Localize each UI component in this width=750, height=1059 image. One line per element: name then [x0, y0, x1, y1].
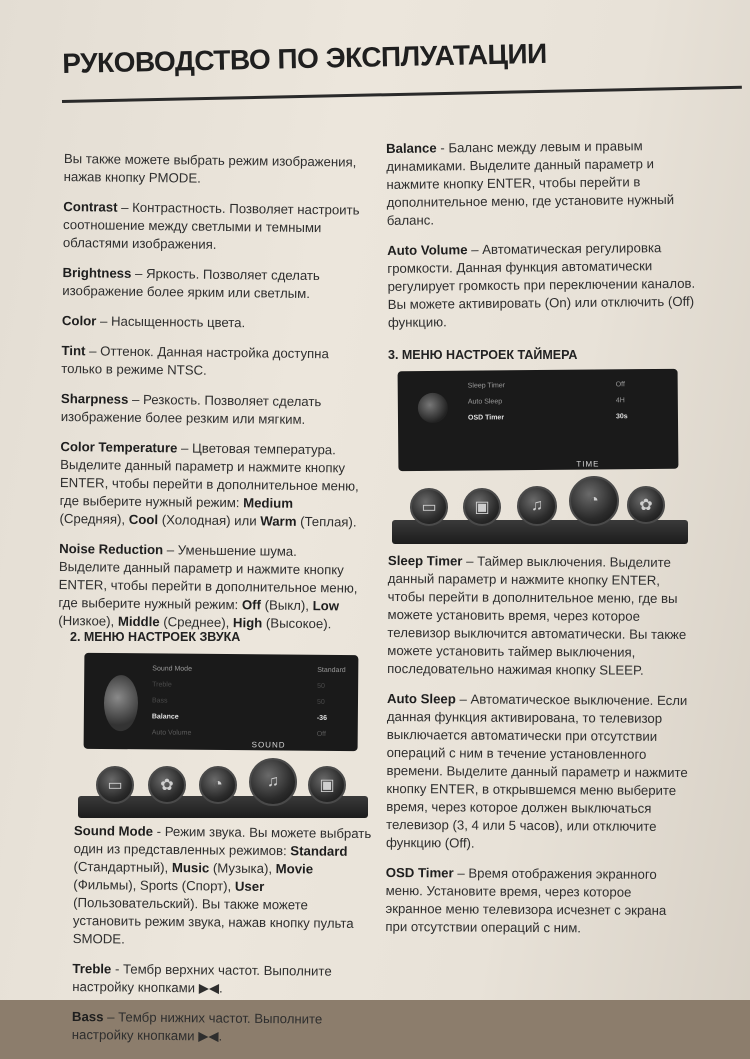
- time-tab-label: TIME: [576, 459, 600, 469]
- treble-paragraph: Treble - Тембр верхних частот. Выполните настройку кнопками ▶◀.: [72, 960, 332, 996]
- timer-clock-icon: ◔: [569, 476, 619, 526]
- timer-settings-column: [385, 552, 693, 950]
- title-underline: [62, 86, 742, 103]
- timer-menu-row-label: Auto Sleep: [467, 398, 503, 406]
- sound-menu-row-label: Auto Volume: [151, 729, 192, 737]
- page-title: РУКОВОДСТВО ПО ЭКСПЛУАТАЦИИ: [62, 37, 547, 79]
- treble-term: Treble: [72, 960, 112, 977]
- music-note-icon: ♫: [249, 758, 297, 806]
- settings-gear-icon: ✿: [148, 766, 186, 804]
- tv-monitor-icon: ▣: [463, 488, 501, 526]
- noise-reduction-term: Noise Reduction: [59, 540, 164, 558]
- color-paragraph: Color – Насыщенность цвета.: [61, 312, 246, 331]
- intro-paragraph: Вы также можете выбрать режим изображения, нажав кнопку PMODE.: [63, 150, 357, 186]
- clock-dial-icon: [418, 393, 448, 423]
- sharpness-paragraph: Sharpness – Резкость. Позволяет сделать изображение более резким или мягким.: [60, 390, 322, 427]
- sound-menu-row-label: Balance: [151, 713, 179, 721]
- brightness-term: Brightness: [62, 264, 132, 281]
- contrast-term: Contrast: [63, 198, 118, 215]
- picture-tab-icon: ▭: [96, 766, 134, 804]
- sound-section-heading: 2. МЕНЮ НАСТРОЕК ЗВУКА: [70, 630, 241, 644]
- picture-settings-column: [58, 150, 364, 646]
- sound-menu-row-label: Treble: [152, 681, 172, 689]
- balance-paragraph: Balance - Баланс между левым и правым динамиками. Выделите данный параметр и нажмите кнопку ENTER, чтобы перейти в дополнительное меню, где установите нужный баланс.: [386, 138, 675, 228]
- sound-settings-right-column: [386, 137, 698, 344]
- bass-term: Bass: [71, 1008, 104, 1025]
- settings-gear-icon: ✿: [627, 486, 665, 524]
- timer-menu-row-label: OSD Timer: [467, 414, 505, 422]
- timer-menu-screenshot: Sleep Timer Off Auto Sleep 4H OSD Timer 30s TIME: [398, 369, 679, 471]
- sound-mode-term: Sound Mode: [73, 822, 154, 839]
- sound-menu-screenshot: Sound Mode Standard Treble 50 Bass 50 Balance -36 Auto Volume Off SOUND: [84, 653, 359, 751]
- sleep-timer-term: Sleep Timer: [387, 553, 463, 569]
- auto-volume-term: Auto Volume: [387, 242, 468, 258]
- timer-menu-row-label: Sleep Timer: [467, 382, 506, 390]
- picture-tab-icon: ▭: [410, 488, 448, 526]
- sound-menu-row-label: Sound Mode: [152, 665, 193, 673]
- sound-settings-column: [72, 822, 374, 1059]
- tint-paragraph: Tint – Оттенок. Данная настройка доступна только в режиме NTSC.: [61, 342, 329, 378]
- tint-term: Tint: [61, 342, 86, 359]
- bass-paragraph: Bass – Тембр нижних частот. Выполните настройку кнопками ▶◀.: [71, 1008, 323, 1044]
- sound-tab-label: SOUND: [251, 740, 286, 750]
- auto-sleep-paragraph: Auto Sleep – Автоматическое выключение. Если данная функция активирована, то телевизор выключается автоматически при отсутствии операций с ним в течение установленного времени. Выделите данный параметр и нажмите кнопку ENTER, в открывшемся меню выберите время, через которое должен выключаться телевизор (3, 4 или 5 часов), или отключите функцию (Off).: [385, 690, 688, 851]
- auto-sleep-term: Auto Sleep: [386, 690, 456, 707]
- color-temperature-paragraph: Color Temperature – Цветовая температура. Выделите данный параметр и нажмите кнопку ENTER, чтобы перейти в дополнительное меню, где выберите нужный режим: Medium (Средняя), Cool (Холодная) или Warm (Теплая).: [59, 438, 359, 530]
- speaker-icon: [104, 675, 138, 731]
- timer-clock-icon: ◔: [199, 766, 237, 804]
- color-temperature-term: Color Temperature: [60, 438, 178, 456]
- tv-monitor-icon: ▣: [308, 766, 346, 804]
- contrast-paragraph: Contrast – Контрастность. Позволяет настроить соотношение между светлыми и темными областями изображения.: [62, 198, 360, 252]
- sound-menu-row-label: Bass: [151, 697, 168, 705]
- music-note-icon: ♫: [517, 486, 557, 526]
- timer-section-heading: 3. МЕНЮ НАСТРОЕК ТАЙМЕРА: [388, 348, 578, 362]
- osd-timer-term: OSD Timer: [385, 864, 454, 881]
- auto-volume-paragraph: Auto Volume – Автоматическая регулировка громкости. Данная функция автоматически регулирует громкость при переключении каналов. Вы можете активировать (On) или отключить (Off) функцию.: [387, 240, 696, 330]
- sound-mode-paragraph: Sound Mode - Режим звука. Вы можете выбрать один из представленных режимов: Standard (Стандартный), Music (Музыка), Movie (Фильмы), Sports (Спорт), User (Пользовательский). Вы также можете установить режим звука, нажав кнопку пульта SMODE.: [72, 822, 372, 947]
- osd-timer-paragraph: OSD Timer – Время отображения экранного меню. Установите время, через которое экранное меню телевизора исчезнет с экрана при отсутствии операций с ним.: [385, 864, 667, 936]
- noise-reduction-paragraph: Noise Reduction – Уменьшение шума. Выделите данный параметр и нажмите кнопку ENTER, чтобы перейти в дополнительное меню, где выберите нужный режим: Off (Выкл), Low (Низкое), Middle (Среднее), High (Высокое).: [58, 540, 358, 632]
- sleep-timer-paragraph: Sleep Timer – Таймер выключения. Выделите данный параметр и нажмите кнопку ENTER, чтобы перейти в дополнительное меню, где вы можете установить время, через которое телевизор выключится автоматически. Вы также можете установить таймер выключения, последовательно нажимая кнопку SLEEP.: [387, 553, 687, 678]
- balance-term: Balance: [386, 140, 437, 156]
- sharpness-term: Sharpness: [60, 390, 129, 407]
- color-term: Color: [61, 312, 97, 329]
- brightness-paragraph: Brightness – Яркость. Позволяет сделать изображение более ярким или светлым.: [62, 264, 320, 302]
